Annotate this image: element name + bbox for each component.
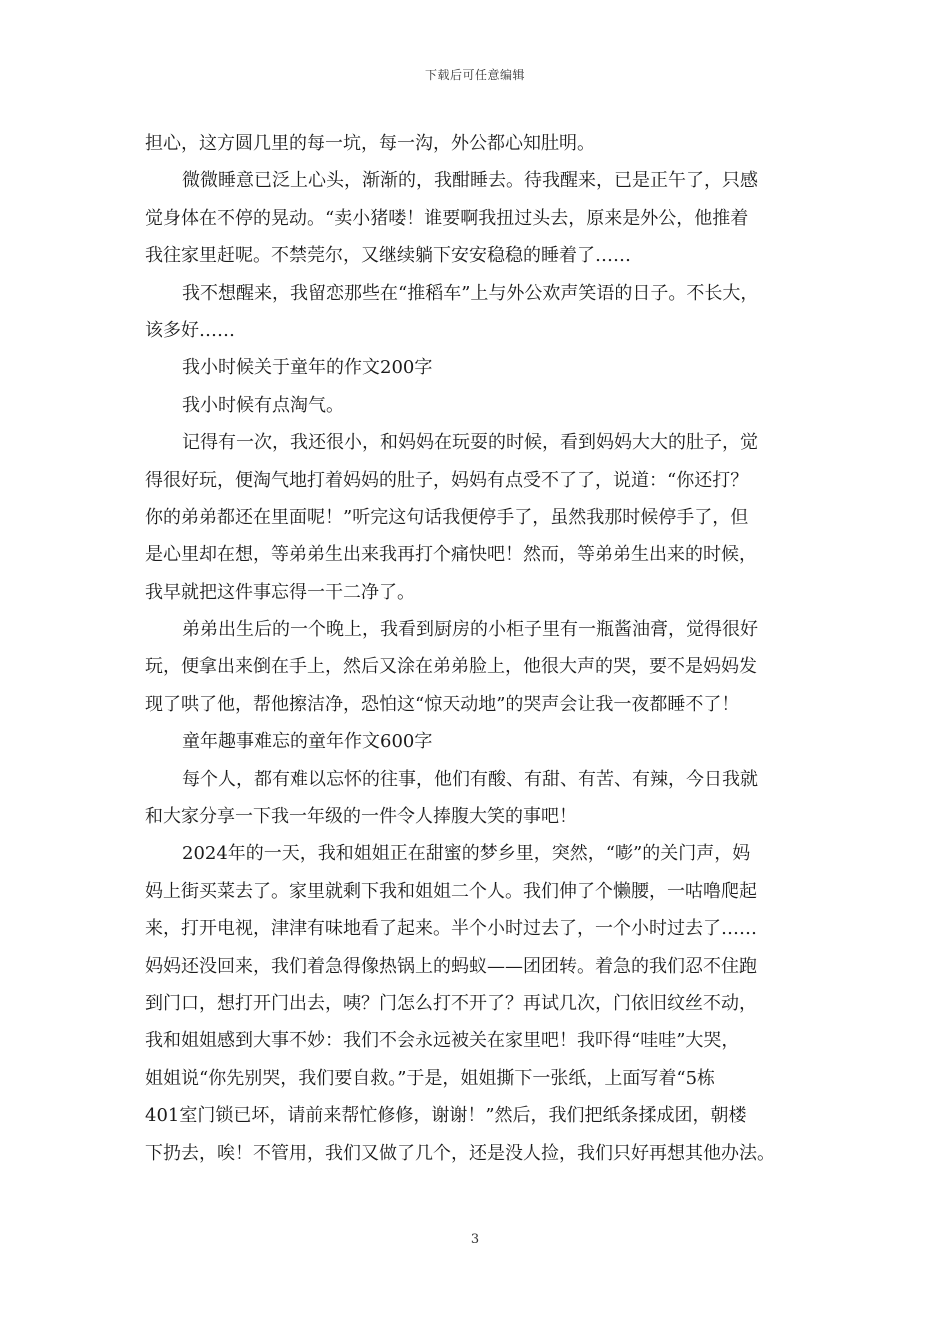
text-line: 童年趣事难忘的童年作文600字: [182, 731, 433, 753]
text-line: 觉身体在不停的晃动。“卖小猪喽！谁要啊我扭过头去，原来是外公，他推着: [145, 207, 749, 229]
text-line: 妈上街买菜去了。家里就剩下我和姐姐二个人。我们伸了个懒腰，一咕噜爬起: [145, 880, 757, 902]
text-line: 下扔去，唉！不管用，我们又做了几个，还是没人捡，我们只好再想其他办法。: [145, 1142, 775, 1164]
text-line: 我往家里赶呢。不禁莞尔，又继续躺下安安稳稳的睡着了……: [145, 245, 631, 267]
text-line: 2024年的一天，我和姐姐正在甜蜜的梦乡里，突然，“嘭”的关门声，妈: [182, 843, 751, 865]
page-header: 下载后可任意编辑: [424, 68, 525, 82]
text-line: 记得有一次，我还很小，和妈妈在玩耍的时候，看到妈妈大大的肚子，觉: [182, 432, 758, 454]
text-line: 到门口，想打开门出去，咦？门怎么打不开了？再试几次，门依旧纹丝不动，: [145, 992, 757, 1014]
text-line: 我和姐姐感到大事不妙：我们不会永远被关在家里吧！我吓得“哇哇”大哭，: [145, 1030, 740, 1052]
text-line: 和大家分享一下我一年级的一件令人捧腹大笑的事吧！: [145, 806, 577, 828]
text-line: 来，打开电视，津津有味地看了起来。半个小时过去了，一个小时过去了……: [145, 918, 757, 940]
document-body: [145, 125, 825, 1172]
page-number: 3: [470, 1232, 480, 1247]
text-line: 我小时候关于童年的作文200字: [182, 357, 433, 379]
text-line: 姐姐说“你先别哭，我们要自救。”于是，姐姐撕下一张纸，上面写着“5栋: [145, 1067, 716, 1089]
text-line: 玩，便拿出来倒在手上，然后又涂在弟弟脸上，他很大声的哭，要不是妈妈发: [145, 656, 757, 678]
text-line: 该多好……: [145, 319, 235, 341]
text-line: 401室门锁已坏，请前来帮忙修修，谢谢！”然后，我们把纸条揉成团，朝楼: [145, 1105, 747, 1127]
text-line: 妈妈还没回来，我们着急得像热锅上的蚂蚁——团团转。着急的我们忍不住跑: [145, 955, 757, 977]
text-line: 现了哄了他，帮他擦洁净，恐怕这“惊天动地”的哭声会让我一夜都睡不了！: [145, 693, 740, 715]
text-line: 我小时候有点淘气。: [182, 394, 344, 416]
text-line: 我不想醒来，我留恋那些在“推稻车”上与外公欢声笑语的日子。不长大，: [182, 282, 759, 304]
text-line: 是心里却在想，等弟弟生出来我再打个痛快吧！然而，等弟弟生出来的时候，: [145, 544, 757, 566]
text-line: 我早就把这件事忘得一干二净了。: [145, 581, 415, 603]
text-line: 担心，这方圆几里的每一坑，每一沟，外公都心知肚明。: [145, 133, 595, 154]
text-line: 每个人，都有难以忘怀的往事，他们有酸、有甜、有苦、有辣，今日我就: [182, 768, 758, 790]
text-line: 得很好玩，便淘气地打着妈妈的肚子，妈妈有点受不了了，说道：“你还打？: [145, 469, 749, 491]
text-line: 你的弟弟都还在里面呢！”听完这句话我便停手了，虽然我那时候停手了，但: [145, 506, 749, 528]
text-line: 弟弟出生后的一个晚上，我看到厨房的小柜子里有一瓶酱油膏，觉得很好: [182, 619, 758, 641]
text-line: 微微睡意已泛上心头，渐渐的，我酣睡去。待我醒来，已是正午了，只感: [182, 170, 758, 192]
